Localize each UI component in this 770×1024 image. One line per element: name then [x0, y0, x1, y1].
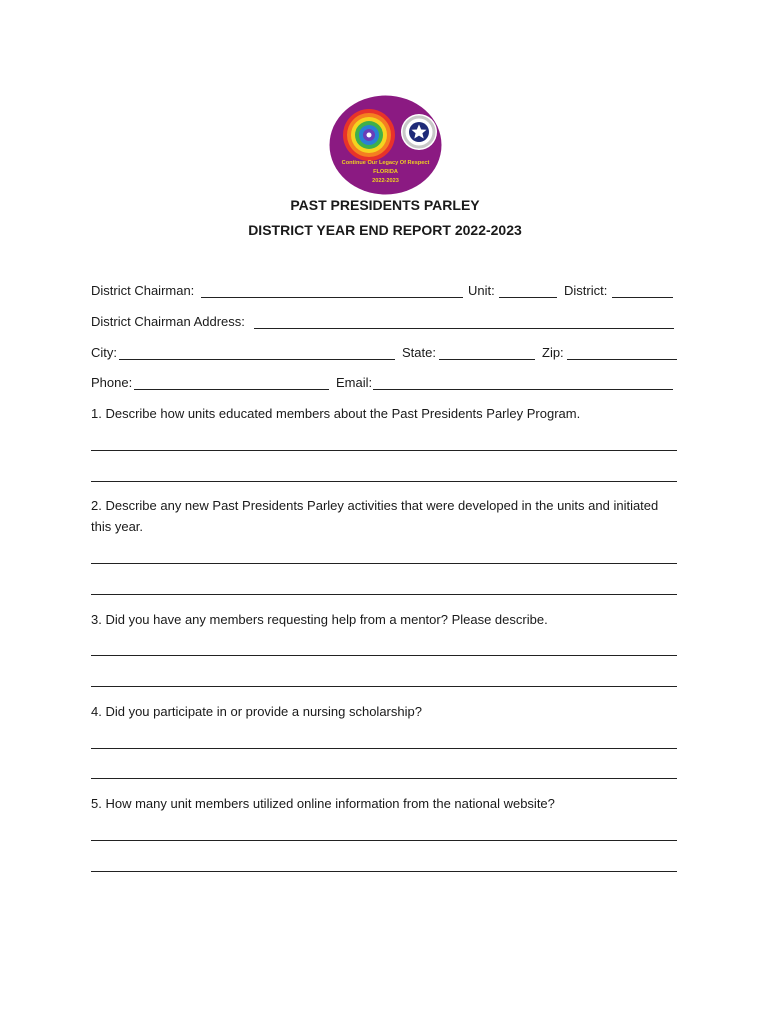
zip-field[interactable]	[567, 359, 677, 360]
district-label: District:	[564, 283, 608, 298]
answer-4-line-2[interactable]	[91, 778, 677, 779]
chairman-address-field[interactable]	[254, 328, 674, 329]
answer-2-line-1[interactable]	[91, 563, 677, 564]
rainbow-swirl-icon	[343, 109, 395, 161]
answer-4-line-1[interactable]	[91, 748, 677, 749]
unit-field[interactable]	[499, 297, 557, 298]
chairman-address-label: District Chairman Address:	[91, 314, 245, 329]
logo-text-line-2: FLORIDA	[373, 169, 398, 175]
city-field[interactable]	[119, 359, 395, 360]
answer-5-line-2[interactable]	[91, 871, 677, 872]
district-chairman-field[interactable]	[201, 297, 463, 298]
city-label: City:	[91, 345, 117, 360]
question-3: 3. Did you have any members requesting help from a mentor? Please describe.	[91, 612, 548, 627]
district-field[interactable]	[612, 297, 673, 298]
document-title: PAST PRESIDENTS PARLEY	[290, 197, 480, 213]
answer-5-line-1[interactable]	[91, 840, 677, 841]
organization-logo	[329, 95, 442, 195]
state-label: State:	[402, 345, 436, 360]
row-chairman	[91, 282, 681, 300]
logo-text-line-1: Continue Our Legacy Of Respect	[341, 160, 430, 166]
zip-label: Zip:	[542, 345, 564, 360]
answer-1-line-1[interactable]	[91, 450, 677, 451]
phone-label: Phone:	[91, 375, 133, 390]
emblem-badge-icon	[401, 114, 437, 150]
district-chairman-label: District Chairman:	[91, 283, 195, 298]
document-subtitle: DISTRICT YEAR END REPORT 2022-2023	[248, 222, 522, 238]
answer-3-line-1[interactable]	[91, 655, 677, 656]
question-5: 5. How many unit members utilized online information from the national website?	[91, 796, 555, 811]
question-4: 4. Did you participate in or provide a nursing scholarship?	[91, 704, 422, 719]
answer-3-line-2[interactable]	[91, 686, 677, 687]
state-field[interactable]	[439, 359, 535, 360]
row-city	[91, 344, 681, 362]
question-1: 1. Describe how units educated members about the Past Presidents Parley Program.	[91, 406, 581, 421]
email-label: Email:	[336, 375, 373, 390]
row-address	[91, 313, 681, 331]
unit-label: Unit:	[468, 283, 495, 298]
email-field[interactable]	[373, 389, 673, 390]
row-phone	[91, 374, 681, 392]
phone-field[interactable]	[134, 389, 329, 390]
question-2: 2. Describe any new Past Presidents Parley activities that were developed in the units and initiated this year.	[91, 498, 659, 534]
answer-1-line-2[interactable]	[91, 481, 677, 482]
answer-2-line-2[interactable]	[91, 594, 677, 595]
logo-text-line-3: 2022-2023	[372, 178, 399, 184]
